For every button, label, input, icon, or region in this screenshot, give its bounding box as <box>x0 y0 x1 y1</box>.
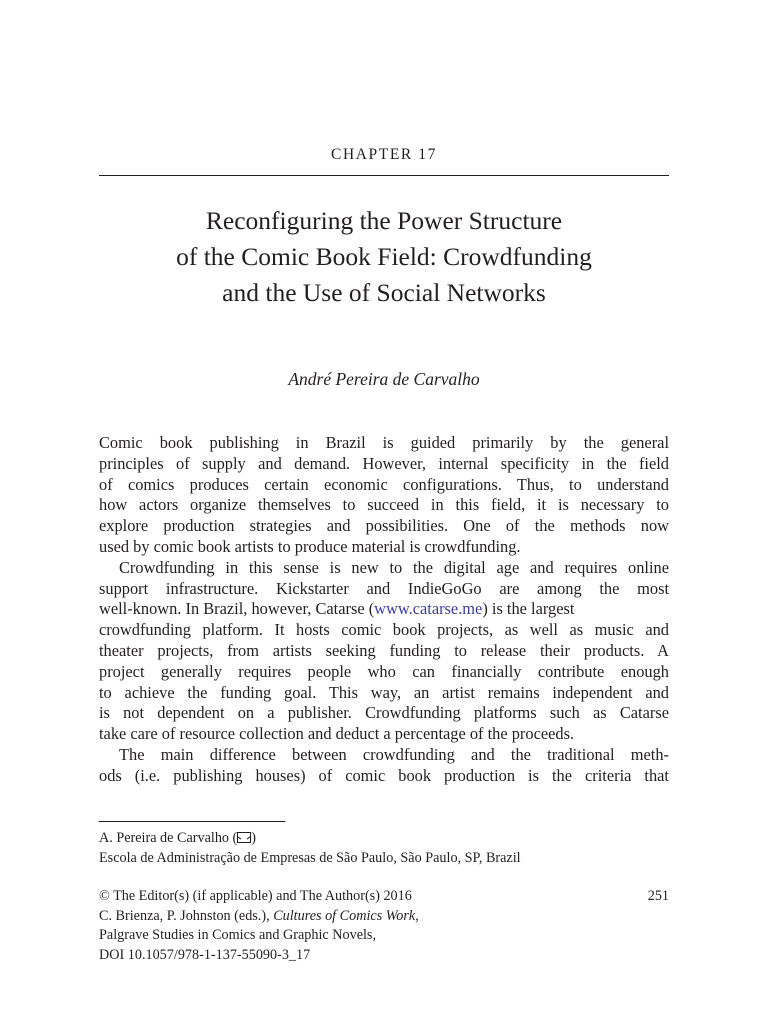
body-text <box>99 433 669 787</box>
body-line: Crowdfunding in this sense is new to the digital age and requires online <box>119 557 669 577</box>
series-line: Palgrave Studies in Comics and Graphic Novels, <box>99 927 377 944</box>
title-line: Reconfiguring the Power Structure <box>205 206 563 235</box>
body-line: crowdfunding platform. It hosts comic book projects, as well as music and <box>99 620 669 640</box>
book-title: Cultures of Comics Work <box>273 907 416 924</box>
body-line: how actors organize themselves to succeed in this field, it is necessary to <box>99 495 669 515</box>
body-line: of comics produces certain economic configurations. Thus, to understand <box>99 474 669 494</box>
citation-suffix: , <box>415 907 419 924</box>
title-line: of the Comic Book Field: Crowdfunding <box>176 242 592 271</box>
page-number: 251 <box>647 888 669 904</box>
body-line-with-link <box>99 599 669 620</box>
body-line: to achieve the funding goal. This way, an artist remains independent and <box>99 682 669 702</box>
body-line: explore production strategies and possibilities. One of the methods now <box>99 516 669 536</box>
body-line: used by comic book artists to produce material is crowdfunding. <box>99 536 521 556</box>
body-line: support infrastructure. Kickstarter and IndieGoGo are among the most <box>99 578 669 598</box>
body-line: principles of supply and demand. However, internal specificity in the field <box>99 453 669 473</box>
doi-line: DOI 10.1057/978-1-137-55090-3_17 <box>99 946 311 963</box>
citation-line <box>99 907 669 927</box>
body-line: The main difference between crowdfunding and the traditional meth- <box>119 744 669 764</box>
body-text-fragment: ) is the largest <box>482 599 575 619</box>
body-line: is not dependent on a publisher. Crowdfunding platforms such as Catarse <box>99 703 669 723</box>
catarse-link[interactable]: www.catarse.me <box>374 599 483 619</box>
author-affiliation <box>99 829 669 868</box>
chapter-label: CHAPTER 17 <box>331 146 437 163</box>
chapter-title <box>99 203 669 311</box>
body-line: theater projects, from artists seeking funding to release their products. A <box>99 640 669 660</box>
author-name: André Pereira de Carvalho <box>288 369 480 389</box>
title-line: and the Use of Social Networks <box>222 278 546 307</box>
body-line: project generally requires people who can financially contribute enough <box>99 661 669 681</box>
affiliation-institution: Escola de Administração de Empresas de São Paulo, São Paulo, SP, Brazil <box>99 849 521 866</box>
body-line: Comic book publishing in Brazil is guided primarily by the general <box>99 433 669 452</box>
affiliation-author-line <box>99 829 669 849</box>
body-line: ods (i.e. publishing houses) of comic book production is the criteria that <box>99 765 669 785</box>
body-text-fragment: well-known. In Brazil, however, Catarse ( <box>99 599 375 619</box>
chapter-rule <box>99 175 669 176</box>
affiliation-author-close: ) <box>251 830 257 846</box>
envelope-icon[interactable] <box>237 832 251 843</box>
copyright-line: © The Editor(s) (if applicable) and The Author(s) 2016 <box>99 888 412 904</box>
footnote-rule <box>99 821 285 822</box>
citation-editors: C. Brienza, P. Johnston (eds.), <box>99 907 274 924</box>
affiliation-author: A. Pereira de Carvalho ( <box>99 830 238 846</box>
body-line: take care of resource collection and deduct a percentage of the proceeds. <box>99 724 575 744</box>
